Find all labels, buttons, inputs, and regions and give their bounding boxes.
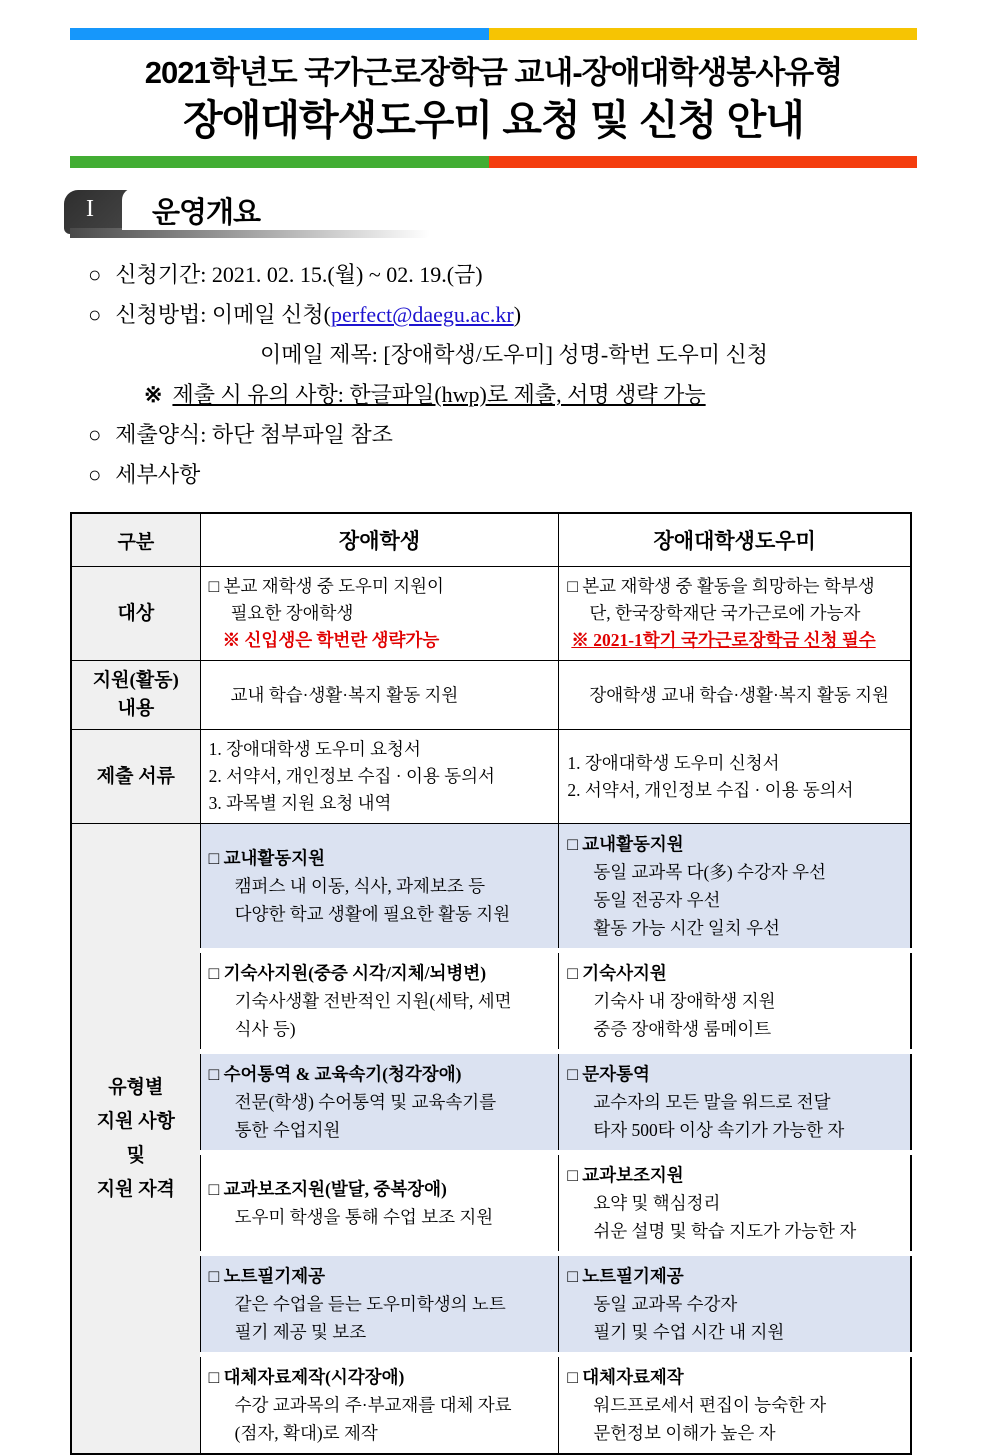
header-cell-category: 구분 [71, 513, 200, 567]
campus-activity-student-title: □ 교내활동지원 [208, 848, 326, 868]
dormitory-student-cell [200, 951, 559, 1052]
row-label-target: 대상 [71, 567, 200, 661]
alternative-materials-student-line1: 수강 교과목의 주·부교재를 대체 자료 [234, 1395, 512, 1415]
content-student-cell [200, 661, 559, 730]
details-text: 세부사항 [115, 462, 201, 487]
documents-student-item3: 3. 과목별 지원 요청 내역 [208, 793, 392, 813]
method-suffix: ) [513, 302, 522, 327]
target-student-cell [200, 567, 559, 661]
circle-bullet-icon: ○ [88, 302, 102, 327]
title-block [70, 52, 917, 146]
text-interpretation-helper-line1: 교수자의 모든 말을 워드로 전달 [593, 1092, 831, 1112]
submission-note-text: 제출 시 유의 사항: 한글파일(hwp)로 제출, 서명 생략 가능 [172, 382, 706, 407]
curriculum-support-helper-title: □ 교과보조지원 [567, 1165, 684, 1185]
campus-activity-helper-title: □ 교내활동지원 [567, 834, 684, 854]
target-helper-note: ※ 2021-1학기 국가근로장학금 신청 필수 [571, 630, 876, 650]
documents-helper-item1: 1. 장애대학생 도우미 신청서 [567, 752, 780, 773]
campus-activity-helper-line3: 활동 가능 시간 일치 우선 [593, 918, 780, 938]
note-taking-student-line1: 같은 수업을 듣는 도우미학생의 노트 [234, 1294, 506, 1314]
document-title-line2: 장애대학생도우미 요청 및 신청 안내 [183, 97, 804, 143]
content-student-text: 교내 학습·생활·복지 활동 지원 [230, 684, 459, 705]
curriculum-support-student-line1: 도우미 학생을 통해 수업 보조 지원 [234, 1207, 494, 1227]
sign-language-student-title: □ 수어통역 & 교육속기(청각장애) [208, 1064, 462, 1084]
note-taking-student-title: □ 노트필기제공 [208, 1266, 326, 1286]
types-label-line3: 및 [126, 1144, 145, 1166]
documents-student-item2: 2. 서약서, 개인정보 수집 · 이용 동의서 [208, 766, 495, 786]
document-title-line1: 2021학년도 국가근로장학금 교내-장애대학생봉사유형 [144, 55, 843, 90]
alternative-materials-student-title: □ 대체자료제작(시각장애) [208, 1367, 405, 1387]
types-label-line4: 지원 자격 [96, 1178, 175, 1200]
campus-activity-helper-line2: 동일 전공자 우선 [593, 890, 721, 910]
target-student-line2: 필요한 장애학생 [230, 603, 354, 623]
note-taking-helper-line2: 필기 및 수업 시간 내 지원 [593, 1322, 785, 1342]
document-page [70, 0, 917, 1455]
campus-activity-student-cell [200, 824, 559, 951]
types-label-line2: 지원 사항 [96, 1110, 175, 1132]
section-title-tab [122, 188, 917, 230]
alternative-materials-student-cell [200, 1355, 559, 1455]
overview-item-details [70, 460, 917, 490]
email-link[interactable]: perfect@daegu.ac.kr [331, 302, 514, 327]
circle-bullet-icon: ○ [88, 262, 102, 287]
target-student-note: ※ 신입생은 학번란 생략가능 [222, 630, 440, 650]
circle-bullet-icon: ○ [88, 462, 102, 487]
note-taking-helper-title: □ 노트필기제공 [567, 1266, 684, 1286]
note-taking-student-line2: 필기 제공 및 보조 [234, 1322, 367, 1342]
overview-list [70, 260, 917, 490]
types-label-line1: 유형별 [108, 1076, 164, 1098]
documents-helper-cell [559, 730, 911, 824]
top-bar-yellow-segment [489, 28, 917, 40]
dormitory-student-line1: 기숙사생활 전반적인 지원(세탁, 세면 [234, 991, 512, 1011]
header-cell-helper-student: 장애대학생도우미 [559, 513, 911, 567]
target-helper-cell [559, 567, 911, 661]
alternative-materials-helper-line1: 워드프로세서 편집이 능숙한 자 [593, 1395, 827, 1415]
top-color-bar [70, 28, 917, 40]
dormitory-student-line2: 식사 등) [234, 1019, 296, 1039]
submission-note-line [144, 380, 917, 410]
bottom-bar-green-segment [70, 156, 489, 168]
documents-student-cell [200, 730, 559, 824]
dormitory-helper-cell [559, 951, 911, 1052]
content-helper-cell [559, 661, 911, 730]
table-row-target [71, 567, 911, 661]
section-number: I [86, 196, 94, 222]
target-student-line1: □ 본교 재학생 중 도우미 지원이 [208, 576, 444, 596]
table-header-row [71, 513, 911, 567]
email-subject-line: 이메일 제목: [장애학생/도우미] 성명-학번 도우미 신청 [260, 342, 768, 367]
section-title: 운영개요 [152, 197, 261, 229]
method-prefix: 신청방법: 이메일 신청( [115, 302, 332, 327]
alternative-materials-student-line2: (점자, 확대)로 제작 [234, 1423, 378, 1443]
table-subrow-campus-activity [71, 824, 911, 951]
row-label-content-line1: 지원(활동) [92, 670, 179, 691]
dormitory-student-title: □ 기숙사지원(중증 시각/지체/뇌병변) [208, 963, 487, 983]
period-text: 신청기간: 2021. 02. 15.(월) ~ 02. 19.(금) [115, 262, 483, 287]
target-helper-line1: □ 본교 재학생 중 활동을 희망하는 학부생 [567, 576, 875, 596]
row-label-content-line2: 내용 [117, 698, 155, 719]
alternative-materials-helper-cell [559, 1355, 911, 1455]
campus-activity-student-line1: 캠퍼스 내 이동, 식사, 과제보조 등 [234, 876, 486, 896]
note-taking-helper-line1: 동일 교과목 수강자 [593, 1294, 738, 1314]
bottom-bar-red-segment [489, 156, 917, 168]
text-interpretation-helper-title: □ 문자통역 [567, 1064, 650, 1084]
text-interpretation-helper-cell [559, 1052, 911, 1153]
documents-helper-item2: 2. 서약서, 개인정보 수집 · 이용 동의서 [567, 779, 854, 800]
dormitory-helper-line1: 기숙사 내 장애학생 지원 [593, 991, 776, 1011]
alternative-materials-helper-title: □ 대체자료제작 [567, 1367, 684, 1387]
overview-item-period [70, 260, 917, 290]
dormitory-helper-line2: 중증 장애학생 룸메이트 [593, 1019, 772, 1039]
method-text [115, 300, 521, 330]
curriculum-support-helper-line2: 쉬운 설명 및 학습 지도가 가능한 자 [593, 1221, 857, 1241]
alternative-materials-helper-line2: 문헌정보 이해가 높은 자 [593, 1423, 776, 1443]
content-helper-text: 장애학생 교내 학습·생활·복지 활동 지원 [589, 684, 889, 705]
overview-item-form [70, 420, 917, 450]
documents-student-item1: 1. 장애대학생 도우미 요청서 [208, 739, 421, 759]
campus-activity-helper-cell [559, 824, 911, 951]
reference-mark-icon: ※ [144, 382, 163, 407]
helper-program-table [70, 512, 912, 1455]
note-taking-student-cell [200, 1254, 559, 1355]
sign-language-student-line1: 전문(학생) 수어통역 및 교육속기를 [234, 1092, 497, 1112]
row-label-content [71, 661, 200, 730]
header-cell-disabled-student: 장애학생 [200, 513, 559, 567]
note-taking-helper-cell [559, 1254, 911, 1355]
title-underline-bar [70, 156, 917, 168]
overview-item-method [70, 300, 917, 330]
section-header [70, 188, 917, 246]
sign-language-student-cell [200, 1052, 559, 1153]
table-row-content [71, 661, 911, 730]
campus-activity-helper-line1: 동일 교과목 다(多) 수강자 우선 [593, 862, 826, 882]
table-row-documents [71, 730, 911, 824]
curriculum-support-helper-line1: 요약 및 핵심정리 [593, 1193, 721, 1213]
row-label-documents: 제출 서류 [71, 730, 200, 824]
dormitory-helper-title: □ 기숙사지원 [567, 963, 667, 983]
curriculum-support-student-title: □ 교과보조지원(발달, 중복장애) [208, 1179, 447, 1199]
text-interpretation-helper-line2: 타자 500타 이상 속기가 가능한 자 [593, 1120, 845, 1140]
row-label-types [71, 824, 200, 1455]
curriculum-support-student-cell [200, 1153, 559, 1254]
target-helper-line2: 단, 한국장학재단 국가근로에 가능자 [589, 603, 861, 623]
campus-activity-student-line2: 다양한 학교 생활에 필요한 활동 지원 [234, 904, 511, 924]
form-text: 제출양식: 하단 첨부파일 참조 [115, 422, 393, 447]
circle-bullet-icon: ○ [88, 422, 102, 447]
sign-language-student-line2: 통한 수업지원 [234, 1120, 341, 1140]
top-bar-blue-segment [70, 28, 489, 40]
curriculum-support-helper-cell [559, 1153, 911, 1254]
